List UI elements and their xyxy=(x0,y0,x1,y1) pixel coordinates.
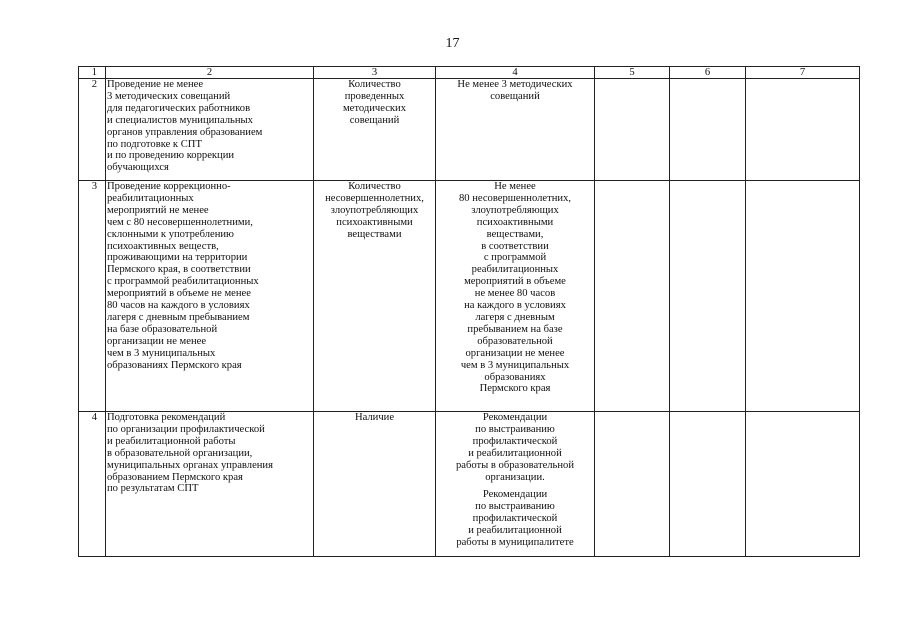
table-row xyxy=(79,79,860,181)
activity-line: по подготовке к СПТ xyxy=(107,138,202,150)
indicator-line: Наличие xyxy=(354,412,395,423)
indicator-cell xyxy=(314,79,436,181)
column-number-row xyxy=(79,67,860,79)
indicator-line: психоактивными xyxy=(336,216,413,228)
value-line: 80 несовершеннолетних, xyxy=(458,192,572,204)
value-line: злоупотребляющих xyxy=(471,204,559,216)
value-line: Не менее 3 методических xyxy=(457,79,573,90)
value-line: профилактической xyxy=(472,513,558,525)
activity-line: Проведение коррекционно- xyxy=(107,181,231,192)
value-line: мероприятий в объеме xyxy=(464,276,566,288)
indicator-line: Количество xyxy=(348,181,401,192)
empty-cell xyxy=(746,79,860,181)
value-line: по выстраиванию xyxy=(475,423,555,435)
row-number: 2 xyxy=(79,79,106,181)
column-number: 2 xyxy=(106,67,314,79)
empty-cell xyxy=(595,181,670,412)
activity-line: в образовательной организации, xyxy=(107,447,253,459)
indicator-line: веществами xyxy=(347,228,402,240)
empty-cell xyxy=(746,412,860,557)
value-cell xyxy=(436,412,595,557)
value-line: Пермского края xyxy=(479,383,551,395)
row-number: 4 xyxy=(79,412,106,557)
activity-line: чем с 80 несовершеннолетними, xyxy=(107,216,253,228)
activity-line: организации не менее xyxy=(107,335,207,347)
value-line: на каждого в условиях xyxy=(464,300,566,312)
indicator-line: Количество xyxy=(348,79,401,90)
indicator-line: злоупотребляющих xyxy=(330,204,419,216)
activity-line: психоактивных веществ, xyxy=(107,240,219,252)
value-line: психоактивными xyxy=(476,216,554,228)
empty-cell xyxy=(746,181,860,412)
value-line: Рекомендации xyxy=(482,489,548,501)
value-line: образовательной xyxy=(477,335,553,347)
value-line: по выстраиванию xyxy=(475,501,555,513)
activity-line: для педагогических работников xyxy=(107,102,251,114)
table-row xyxy=(79,181,860,412)
activity-line: Подготовка рекомендаций xyxy=(107,412,226,423)
row-number: 3 xyxy=(79,181,106,412)
value-line: веществами, xyxy=(486,228,544,240)
activity-line: с программой реабилитационных xyxy=(107,276,259,288)
indicator-line: методических xyxy=(342,102,407,114)
column-number: 5 xyxy=(595,67,670,79)
value-line: в соответствии xyxy=(481,240,549,252)
value-line: Рекомендации xyxy=(482,412,548,423)
value-line: Не менее xyxy=(494,181,536,192)
value-cell xyxy=(436,79,595,181)
column-number: 6 xyxy=(670,67,746,79)
table-row xyxy=(79,412,860,557)
empty-cell xyxy=(670,181,746,412)
value-line: совещаний xyxy=(490,90,540,102)
column-number: 1 xyxy=(79,67,106,79)
indicator-cell xyxy=(314,412,436,557)
activity-line: по результатам СПТ xyxy=(107,483,199,495)
activity-line: органов управления образованием xyxy=(107,126,263,138)
value-line: работы в муниципалитете xyxy=(456,537,574,549)
activity-line: образованиях Пермского края xyxy=(107,359,242,371)
value-line: профилактической xyxy=(472,435,558,447)
column-number: 3 xyxy=(314,67,436,79)
activity-line: 80 часов на каждого в условиях xyxy=(107,300,250,312)
activity-line: муниципальных органах управления xyxy=(107,459,273,471)
value-line: не менее 80 часов xyxy=(474,288,556,300)
activity-line: Проведение не менее xyxy=(107,79,204,90)
activity-line: на базе образовательной xyxy=(107,323,218,335)
empty-cell xyxy=(670,79,746,181)
column-number: 7 xyxy=(746,67,860,79)
activity-line: Пермского края, в соответствии xyxy=(107,264,251,276)
value-line: организации. xyxy=(485,471,545,483)
activity-line: по организации профилактической xyxy=(107,423,265,435)
activity-cell xyxy=(106,412,314,557)
value-line: организации не менее xyxy=(465,347,565,359)
indicator-line: несовершеннолетних, xyxy=(325,192,424,204)
value-line: пребыванием на базе xyxy=(467,323,563,335)
indicator-line: совещаний xyxy=(349,114,400,126)
value-line: и реабилитационной xyxy=(468,447,562,459)
column-number: 4 xyxy=(436,67,595,79)
activity-line: мероприятий не менее xyxy=(107,204,209,216)
activity-line: 3 методических совещаний xyxy=(107,90,231,102)
activity-line: и специалистов муниципальных xyxy=(107,114,253,126)
activity-line: и по проведению коррекции xyxy=(107,150,235,162)
value-line: и реабилитационной xyxy=(468,525,562,537)
empty-cell xyxy=(595,79,670,181)
activity-line: мероприятий в объеме не менее xyxy=(107,288,251,300)
activity-cell xyxy=(106,181,314,412)
value-line: лагеря с дневным xyxy=(475,311,555,323)
activity-line: лагеря с дневным пребыванием xyxy=(107,311,250,323)
activity-cell xyxy=(106,79,314,181)
activity-line: чем в 3 муниципальных xyxy=(107,347,216,359)
page-number: 17 xyxy=(445,36,460,51)
indicator-cell xyxy=(314,181,436,412)
activity-line: склонными к употреблению xyxy=(107,228,234,240)
indicator-line: проведенных xyxy=(344,90,405,102)
activity-line: образованием Пермского края xyxy=(107,471,243,483)
value-line: образованиях xyxy=(484,371,546,383)
activity-line: и реабилитационной работы xyxy=(107,435,236,447)
empty-cell xyxy=(670,412,746,557)
activity-line: проживающими на территории xyxy=(107,252,248,264)
activity-line: реабилитационных xyxy=(107,192,194,204)
plan-table xyxy=(78,66,860,557)
value-line: с программой xyxy=(483,252,547,264)
value-cell xyxy=(436,181,595,412)
value-line: чем в 3 муниципальных xyxy=(460,359,570,371)
value-line: работы в образовательной xyxy=(455,459,575,471)
value-line: реабилитационных xyxy=(471,264,559,276)
empty-cell xyxy=(595,412,670,557)
activity-line: обучающихся xyxy=(107,162,169,174)
